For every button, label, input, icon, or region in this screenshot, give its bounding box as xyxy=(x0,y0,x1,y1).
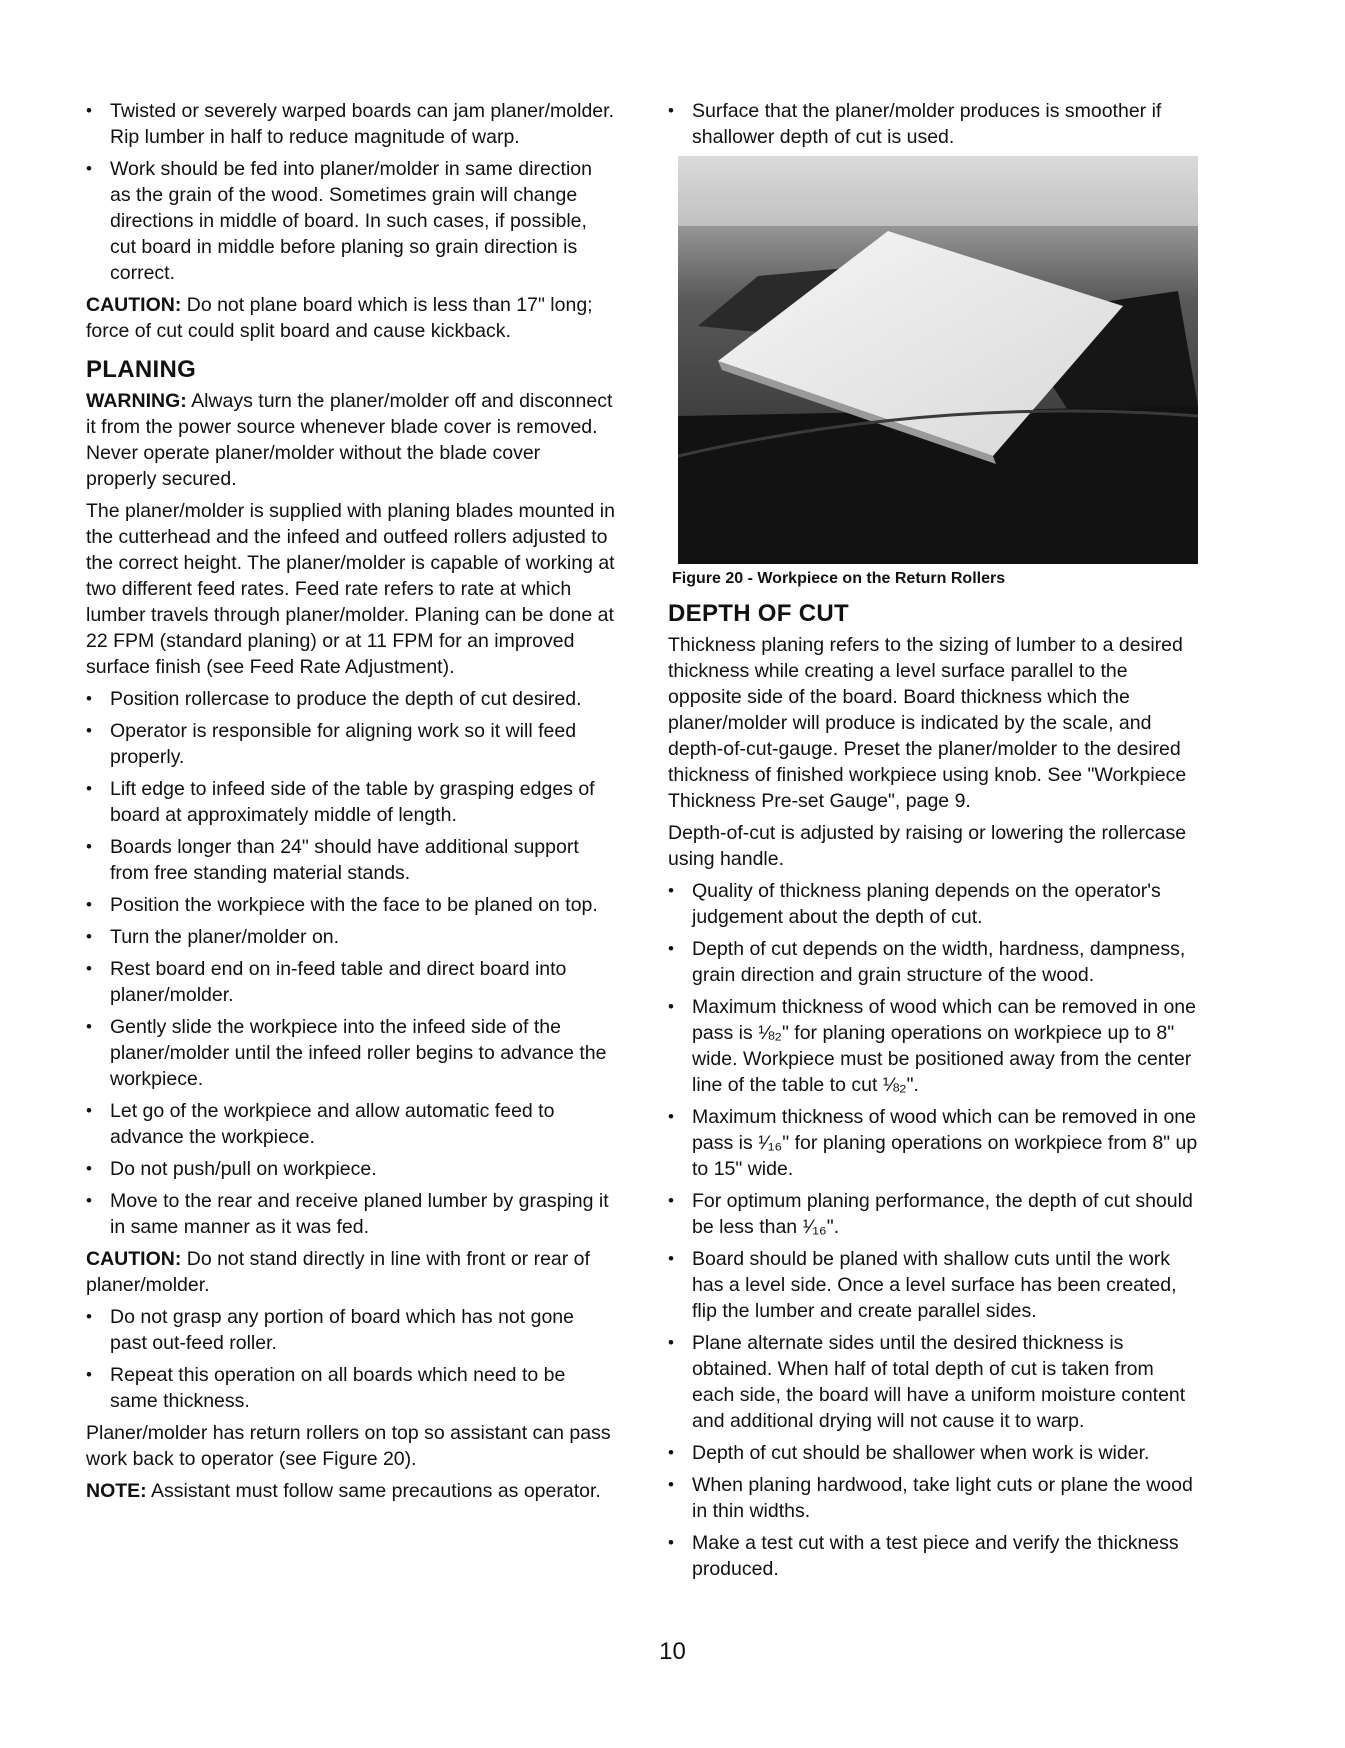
list-item: • Repeat this operation on all boards which need to be same thickness. xyxy=(86,1362,616,1414)
right-top-bullets xyxy=(668,98,1198,150)
list-item: • Gently slide the workpiece into the infeed side of the planer/molder until the infeed roller begins to advance the workpiece. xyxy=(86,1014,616,1092)
figure-caption: Figure 20 - Workpiece on the Return Rollers xyxy=(672,570,1006,587)
note-paragraph xyxy=(86,1478,616,1504)
depth-bullets xyxy=(668,878,1198,1582)
list-item: • Move to the rear and receive planed lumber by grasping it in same manner as it was fed. xyxy=(86,1188,616,1240)
caution-text: Do not stand directly in line with front or rear of planer/molder. xyxy=(86,1248,590,1296)
caution-paragraph-2 xyxy=(86,1246,616,1298)
depth-paragraph-1: Thickness planing refers to the sizing of lumber to a desired thickness while creating a level surface parallel to the opposite side of the board. Board thickness which the planer/molder will produce is indicated by the scale, and depth-of-cut-gauge. Preset the planer/molder to the desired thickness of finished workpiece using knob. See "Workpiece Thickness Pre-set Gauge", page 9. xyxy=(668,634,1187,812)
right-column xyxy=(668,98,1198,1588)
list-item: • Boards longer than 24" should have additional support from free standing material stands. xyxy=(86,834,616,886)
list-item: • Position the workpiece with the face to be planed on top. xyxy=(86,892,616,918)
note-label: NOTE: xyxy=(86,1480,147,1502)
list-item: • Maximum thickness of wood which can be removed in one pass is ¹⁄₁₆" for planing operations on workpiece from 8" up to 15" wide. xyxy=(668,1104,1198,1182)
list-item: • Surface that the planer/molder produces is smoother if shallower depth of cut is used. xyxy=(668,98,1198,150)
list-item: • Depth of cut depends on the width, hardness, dampness, grain direction and grain structure of the wood. xyxy=(668,936,1198,988)
planing-intro: The planer/molder is supplied with planing blades mounted in the cutterhead and the infeed and outfeed rollers adjusted to the correct height. The planer/molder is capable of working at two different feed rates. Feed rate refers to rate at which lumber travels through planer/molder. Planing can be done at 22 FPM (standard planing) or at 11 FPM for an improved surface finish (see Feed Rate Adjustment). xyxy=(86,500,615,678)
list-item: • Depth of cut should be shallower when work is wider. xyxy=(668,1440,1198,1466)
after-caution-bullets xyxy=(86,1304,616,1414)
list-item: • Board should be planed with shallow cuts until the work has a level side. Once a level surface has been created, flip the lumber and create parallel sides. xyxy=(668,1246,1198,1324)
depth-paragraph-2: Depth-of-cut is adjusted by raising or lowering the rollercase using handle. xyxy=(668,822,1187,870)
left-column xyxy=(86,98,616,1510)
warning-label: WARNING: xyxy=(86,390,187,412)
figure-20-photo xyxy=(678,156,1198,564)
warning-paragraph xyxy=(86,388,616,492)
list-item: • Do not push/pull on workpiece. xyxy=(86,1156,616,1182)
section-heading-depth-of-cut: DEPTH OF CUT xyxy=(668,600,849,627)
section-heading-planing: PLANING xyxy=(86,356,197,383)
list-item: • Quality of thickness planing depends on the operator's judgement about the depth of cut. xyxy=(668,878,1198,930)
list-item: • Position rollercase to produce the depth of cut desired. xyxy=(86,686,616,712)
list-item: • Operator is responsible for aligning work so it will feed properly. xyxy=(86,718,616,770)
page-number: 10 xyxy=(659,1638,686,1665)
list-item: • Lift edge to infeed side of the table by grasping edges of board at approximately middle of length. xyxy=(86,776,616,828)
list-item: • Do not grasp any portion of board which has not gone past out-feed roller. xyxy=(86,1304,616,1356)
workpiece-photo-illustration xyxy=(678,156,1198,564)
caution-text: Do not plane board which is less than 17" long; force of cut could split board and cause kickback. xyxy=(86,294,593,342)
left-top-bullets xyxy=(86,98,616,286)
list-item: • For optimum planing performance, the depth of cut should be less than ¹⁄₁₆". xyxy=(668,1188,1198,1240)
list-item: • Work should be fed into planer/molder in same direction as the grain of the wood. Sometimes grain will change directions in middle of board. In such cases, if possible, cut board in middle before planing so grain direction is correct. xyxy=(86,156,616,286)
list-item: • Let go of the workpiece and allow automatic feed to advance the workpiece. xyxy=(86,1098,616,1150)
list-item: • When planing hardwood, take light cuts or plane the wood in thin widths. xyxy=(668,1472,1198,1524)
list-item: • Maximum thickness of wood which can be removed in one pass is ⅛₂" for planing operations on workpiece up to 8" wide. Workpiece must be positioned away from the center line of the table to cut ⅛₂". xyxy=(668,994,1198,1098)
list-item: • Turn the planer/molder on. xyxy=(86,924,616,950)
list-item: • Twisted or severely warped boards can jam planer/molder. Rip lumber in half to reduce magnitude of warp. xyxy=(86,98,616,150)
list-item: • Make a test cut with a test piece and verify the thickness produced. xyxy=(668,1530,1198,1582)
list-item: • Rest board end on in-feed table and direct board into planer/molder. xyxy=(86,956,616,1008)
list-item: • Plane alternate sides until the desired thickness is obtained. When half of total depth of cut is taken from each side, the board will have a uniform moisture content and additional drying will not cause it to warp. xyxy=(668,1330,1198,1434)
note-text: Assistant must follow same precautions as operator. xyxy=(146,1480,601,1502)
warning-text: Always turn the planer/molder off and disconnect it from the power source whenever blade cover is removed. Never operate planer/molder without the blade cover properly secured. xyxy=(86,390,613,490)
planing-bullets xyxy=(86,686,616,1240)
caution-paragraph xyxy=(86,292,616,344)
caution-label: CAUTION: xyxy=(86,294,182,316)
return-rollers-paragraph: Planer/molder has return rollers on top so assistant can pass work back to operator (see Figure 20). xyxy=(86,1422,611,1470)
caution-label: CAUTION: xyxy=(86,1248,182,1270)
